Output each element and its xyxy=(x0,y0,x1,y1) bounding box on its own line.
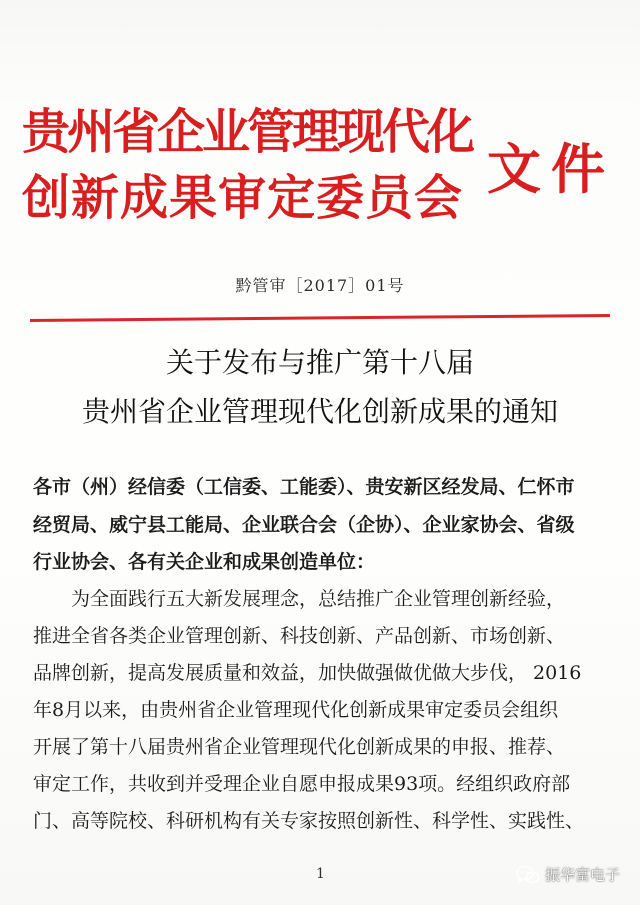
wechat-icon xyxy=(516,865,540,885)
body-paragraph-line: 审定工作，共收到并受理企业自愿申报成果93项。经组织政府部 xyxy=(33,773,571,795)
addressee-line-2: 经贸局、威宁县工能局、企业联合会（企协）、企业家协会、省级 xyxy=(33,514,575,536)
body-paragraph-line: 品牌创新，提高发展质量和效益，加快做强做优做大步伐， 2016 xyxy=(33,662,582,684)
body-paragraph-line: 年8月以来，由贵州省企业管理现代化创新成果审定委员会组织 xyxy=(33,699,559,721)
watermark-text: 振华富电子 xyxy=(545,866,621,884)
document-title-line-1: 关于发布与推广第十八届 xyxy=(165,346,474,379)
issuer-name-line-2: 创新成果审定委员会 xyxy=(22,170,464,226)
body-paragraph-line: 开展了第十八届贵州省企业管理现代化创新成果的申报、推荐、 xyxy=(33,736,566,758)
document-kind-label: 文件 xyxy=(487,137,615,201)
body-paragraph-line: 推进全省各类企业管理创新、科技创新、产品创新、市场创新、 xyxy=(33,625,566,647)
document-title-line-2: 贵州省企业管理现代化创新成果的通知 xyxy=(81,395,558,428)
addressee-line-1: 各市（州）经信委（工信委、工能委）、贵安新区经发局、仁怀市 xyxy=(33,476,575,498)
body-paragraph-line: 门、高等院校、科研机构有关专家按照创新性、科学性、实践性、 xyxy=(33,810,585,832)
red-divider-rule xyxy=(30,314,610,322)
issuer-name-line-1: 贵州省企业管理现代化 xyxy=(22,104,473,160)
document-number: 黔管审［2017］01号 xyxy=(235,276,405,295)
body-paragraph-line: 为全面践行五大新发展理念，总结推广企业管理创新经验， xyxy=(33,588,566,610)
account-watermark xyxy=(516,864,620,885)
addressee-line-3: 行业协会、各有关企业和成果创造单位： xyxy=(33,551,376,573)
page-number: 1 xyxy=(316,866,325,882)
